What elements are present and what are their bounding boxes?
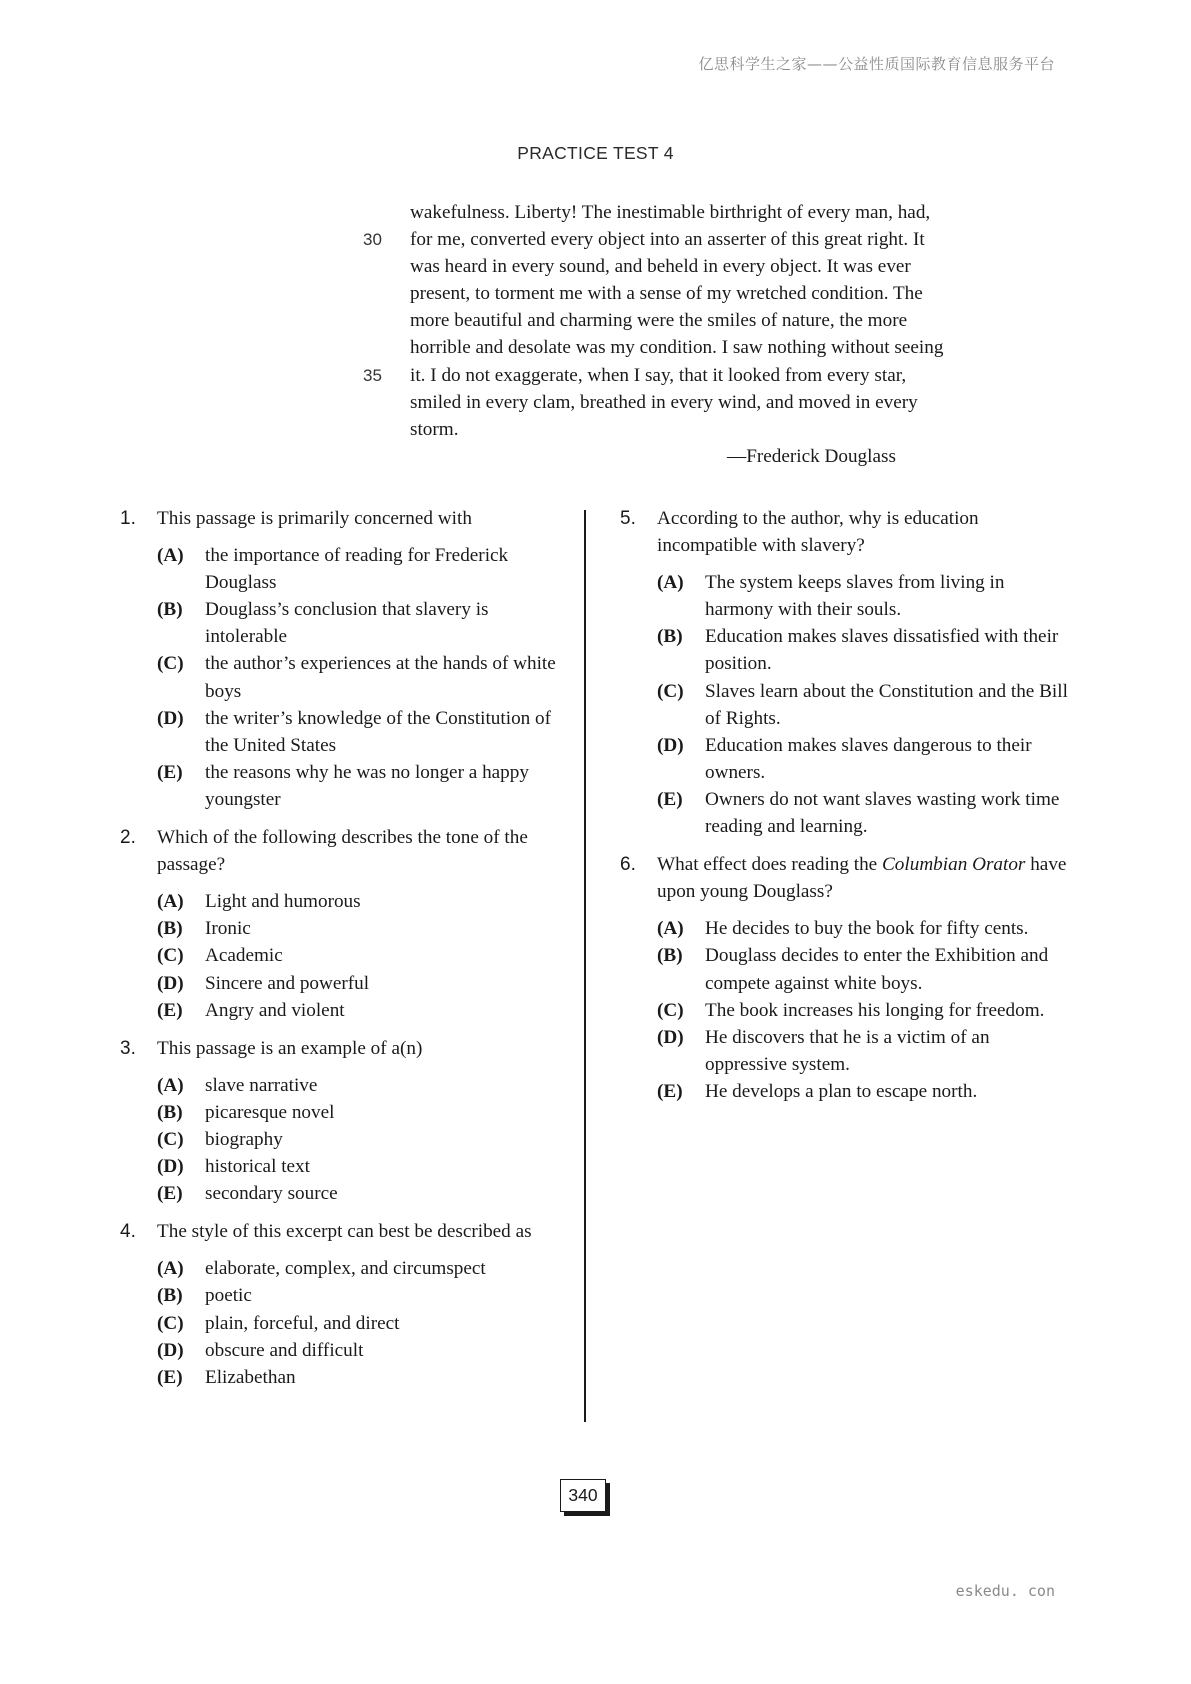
question: [620, 851, 1070, 1105]
option-letter: (D): [157, 1156, 184, 1178]
answer-option: [120, 997, 565, 1024]
option-text: secondary source: [205, 1183, 338, 1205]
question-stem: [120, 1035, 565, 1062]
passage-line: [410, 199, 1090, 226]
answer-option: [620, 678, 1070, 732]
option-letter: (E): [657, 1080, 683, 1102]
option-letter: (C): [657, 680, 684, 702]
answer-option: [620, 942, 1070, 996]
question-stem: [120, 1218, 565, 1245]
passage-line: [410, 253, 1090, 280]
passage-line-text: wakefulness. Liberty! The inestimable birthright of every man, had,: [410, 202, 931, 223]
option-letter: (E): [157, 761, 183, 783]
option-text: obscure and difficult: [205, 1339, 364, 1361]
passage-line-text: present, to torment me with a sense of my wretched condition. The: [410, 283, 923, 305]
option-text: The book increases his longing for freedom.: [705, 999, 1045, 1021]
answer-option: [620, 786, 1070, 840]
question-number: 2.: [120, 827, 136, 849]
option-text: elaborate, complex, and circumspect: [205, 1258, 486, 1280]
option-text: Elizabethan: [205, 1366, 296, 1388]
option-letter: (B): [657, 945, 683, 967]
option-letter: (A): [157, 1258, 184, 1280]
question-stem: [620, 505, 1070, 559]
option-text: the importance of reading for Frederick Douglass: [205, 545, 509, 594]
answer-option: [620, 623, 1070, 677]
answer-option: [120, 1126, 565, 1153]
question-stem: [120, 505, 565, 532]
passage-line-text: more beautiful and charming were the smiles of nature, the more: [410, 310, 908, 332]
running-head: PRACTICE TEST 4: [517, 143, 674, 163]
option-text: Angry and violent: [205, 999, 345, 1021]
option-text: plain, forceful, and direct: [205, 1312, 400, 1334]
option-text: The system keeps slaves from living in harmony with their souls.: [705, 572, 1005, 621]
passage: [363, 199, 1090, 443]
answer-option: [620, 732, 1070, 786]
answer-option: [620, 997, 1070, 1024]
answer-option: [120, 1337, 565, 1364]
answer-option: [120, 596, 565, 650]
option-letter: (E): [657, 788, 683, 810]
option-text: biography: [205, 1128, 283, 1150]
option-text: Academic: [205, 945, 283, 967]
question-stem: [120, 824, 565, 878]
questions-right-column: [620, 505, 1070, 1116]
option-letter: (A): [157, 1074, 184, 1096]
answer-option: [120, 1099, 565, 1126]
answer-option: [120, 650, 565, 704]
option-letter: (C): [157, 653, 184, 675]
option-letter: (C): [157, 1312, 184, 1334]
answer-option: [120, 1072, 565, 1099]
answer-option: [620, 1078, 1070, 1105]
line-number: 30: [363, 230, 382, 250]
option-text: picaresque novel: [205, 1101, 335, 1123]
question-number: 4.: [120, 1221, 136, 1243]
question: [120, 505, 565, 813]
watermark-bottom: eskedu. con: [955, 1582, 1055, 1600]
question: [120, 1218, 565, 1391]
passage-line-text: storm.: [410, 418, 459, 440]
passage-line: [410, 307, 1090, 334]
question-number: 3.: [120, 1037, 136, 1059]
question-number: 1.: [120, 508, 136, 529]
question-number: 6.: [620, 854, 636, 876]
option-text: slave narrative: [205, 1074, 318, 1096]
option-letter: (C): [157, 945, 184, 967]
question: [620, 505, 1070, 840]
page-number: 340: [560, 1479, 606, 1512]
answer-option: [120, 1364, 565, 1391]
option-text: poetic: [205, 1285, 252, 1307]
option-text: the reasons why he was no longer a happy youngster: [205, 761, 529, 810]
watermark-top: 亿思科学生之家——公益性质国际教育信息服务平台: [698, 55, 1055, 73]
answer-option: [620, 1024, 1070, 1078]
answer-option: [620, 915, 1070, 942]
answer-option: [120, 1180, 565, 1207]
option-text: Douglass decides to enter the Exhibition and compete against white boys.: [705, 945, 1049, 994]
passage-line: [410, 334, 1090, 361]
option-letter: (B): [157, 1285, 183, 1307]
option-letter: (B): [157, 1101, 183, 1123]
question-stem: [620, 851, 1070, 905]
option-text: Education makes slaves dangerous to their owners.: [705, 734, 1032, 783]
option-letter: (D): [157, 1339, 184, 1361]
option-letter: (B): [157, 918, 183, 940]
option-text: Education makes slaves dissatisfied with their position.: [705, 626, 1059, 675]
passage-line: [410, 389, 1090, 416]
column-divider: [584, 510, 586, 1422]
option-text: historical text: [205, 1156, 310, 1178]
option-letter: (C): [157, 1128, 184, 1150]
answer-option: [120, 942, 565, 969]
answer-option: [120, 970, 565, 997]
passage-line-text: it. I do not exaggerate, when I say, that it looked from every star,: [410, 364, 907, 386]
option-text: Ironic: [205, 918, 251, 940]
passage-line: [410, 280, 1090, 307]
option-letter: (A): [657, 918, 684, 940]
option-text: the author’s experiences at the hands of white boys: [205, 653, 556, 702]
question: [120, 1035, 565, 1208]
question-number: 5.: [620, 508, 636, 529]
option-letter: (B): [157, 599, 183, 621]
answer-option: [120, 1310, 565, 1337]
passage-line-text: horrible and desolate was my condition. I saw nothing without seeing: [410, 337, 944, 359]
question-stem-text: This passage is an example of a(n): [157, 1037, 423, 1059]
answer-option: [120, 888, 565, 915]
passage-line: [410, 416, 1090, 443]
passage-attribution: —Frederick Douglass: [727, 446, 896, 467]
answer-option: [120, 759, 565, 813]
question-stem-text: What effect does reading the Columbian Orator have upon young Douglass?: [657, 854, 1067, 903]
passage-line: [363, 362, 1090, 389]
option-letter: (A): [157, 891, 184, 913]
question-stem-text: Which of the following describes the tone of the passage?: [157, 827, 528, 876]
option-letter: (A): [157, 545, 184, 567]
passage-line-text: was heard in every sound, and beheld in every object. It was ever: [410, 256, 911, 278]
option-text: Owners do not want slaves wasting work time reading and learning.: [705, 788, 1060, 838]
option-letter: (E): [157, 1183, 183, 1205]
answer-option: [120, 1282, 565, 1309]
passage-line: [363, 226, 1090, 253]
option-letter: (D): [657, 734, 684, 756]
question: [120, 824, 565, 1024]
question-stem-text: The style of this excerpt can best be described as: [157, 1221, 532, 1243]
option-letter: (E): [157, 1366, 183, 1388]
option-letter: (D): [657, 1026, 684, 1048]
option-text: Slaves learn about the Constitution and the Bill of Rights.: [705, 680, 1068, 729]
option-letter: (D): [157, 707, 184, 729]
answer-option: [120, 542, 565, 596]
option-letter: (A): [657, 572, 684, 594]
option-letter: (E): [157, 999, 183, 1021]
option-letter: (B): [657, 626, 683, 648]
answer-option: [120, 1153, 565, 1180]
questions-left-column: [120, 505, 565, 1402]
option-letter: (D): [157, 972, 184, 994]
answer-option: [120, 915, 565, 942]
option-text: Light and humorous: [205, 891, 361, 913]
question-stem-text: According to the author, why is education incompatible with slavery?: [657, 508, 979, 557]
line-number: 35: [363, 365, 382, 385]
answer-option: [620, 569, 1070, 623]
option-text: the writer’s knowledge of the Constitution of the United States: [205, 707, 552, 756]
option-letter: (C): [657, 999, 684, 1021]
answer-option: [120, 1255, 565, 1282]
answer-option: [120, 705, 565, 759]
option-text: He decides to buy the book for fifty cents.: [705, 918, 1029, 940]
question-stem-text: This passage is primarily concerned with: [157, 508, 472, 529]
option-text: Sincere and powerful: [205, 972, 370, 994]
option-text: He discovers that he is a victim of an oppressive system.: [705, 1026, 990, 1075]
option-text: Douglass’s conclusion that slavery is intolerable: [205, 599, 489, 648]
passage-line-text: smiled in every clam, breathed in every wind, and moved in every: [410, 391, 918, 413]
option-text: He develops a plan to escape north.: [705, 1080, 978, 1102]
passage-line-text: for me, converted every object into an asserter of this great right. It: [410, 229, 925, 251]
